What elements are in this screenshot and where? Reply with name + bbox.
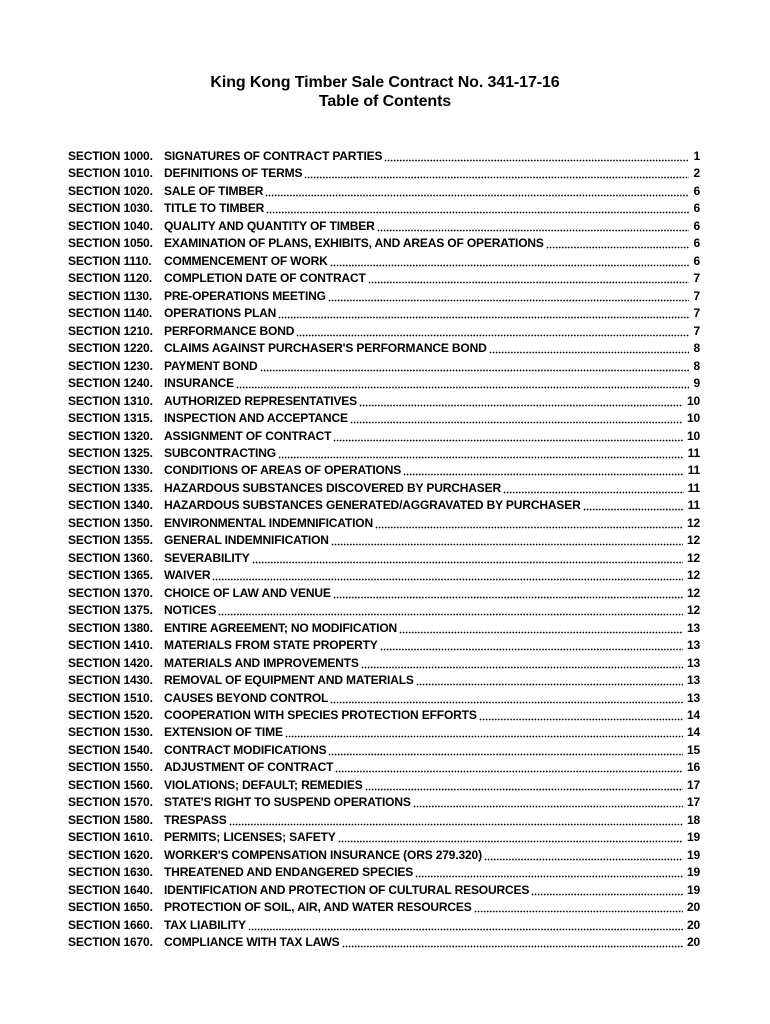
toc-section-title: OPERATIONS PLAN: [164, 306, 277, 321]
toc-page-number: 12: [686, 550, 700, 565]
toc-section-number: SECTION 1420.: [68, 655, 153, 670]
toc-leader-dots: [399, 620, 683, 637]
toc-entry: [68, 253, 700, 270]
toc-page-number: 14: [686, 725, 700, 740]
toc-page-number: 1: [693, 149, 700, 163]
toc-entry: [68, 323, 700, 340]
toc-section-number: SECTION 1325.: [68, 445, 153, 460]
toc-leader-dots: [474, 899, 683, 916]
toc-section-title: MATERIALS AND IMPROVEMENTS: [164, 655, 359, 670]
toc-page-number: 20: [686, 935, 700, 950]
toc-entry: [68, 917, 700, 934]
toc-entry: [68, 934, 700, 951]
toc-section-number: SECTION 1630.: [68, 865, 153, 880]
toc-entry: [68, 375, 700, 392]
toc-leader-dots: [338, 829, 683, 846]
toc-entry: [68, 165, 700, 182]
toc-section-title: VIOLATIONS; DEFAULT; REMEDIES: [164, 777, 363, 792]
toc-section-number: SECTION 1580.: [68, 812, 153, 827]
toc-section-number: SECTION 1510.: [68, 690, 153, 705]
toc-entry: [68, 620, 700, 637]
toc-page-number: 6: [693, 218, 700, 233]
toc-entry: [68, 200, 700, 217]
toc-section-number: SECTION 1670.: [68, 935, 153, 950]
toc-page-number: 10: [686, 393, 700, 408]
toc-page-number: 19: [686, 865, 700, 880]
toc-leader-dots: [546, 235, 690, 252]
toc-leader-dots: [296, 323, 689, 340]
toc-section-number: SECTION 1570.: [68, 795, 153, 810]
toc-entry: [68, 497, 700, 514]
toc-entry: [68, 655, 700, 672]
toc-section-title: MATERIALS FROM STATE PROPERTY: [164, 638, 378, 653]
toc-section-title: TAX LIABILITY: [164, 917, 246, 932]
toc-section-title: CAUSES BEYOND CONTROL: [164, 690, 329, 705]
toc-section-number: SECTION 1365.: [68, 568, 153, 583]
toc-page-number: 7: [693, 306, 700, 321]
toc-section-number: SECTION 1335.: [68, 480, 153, 495]
toc-entry: [68, 235, 700, 252]
toc-section-title: REMOVAL OF EQUIPMENT AND MATERIALS: [164, 673, 414, 688]
toc-entry: [68, 393, 700, 410]
toc-section-title: ENVIRONMENTAL INDEMNIFICATION: [164, 515, 373, 530]
toc-entry: [68, 882, 700, 899]
toc-entry: [68, 445, 700, 462]
toc-entry: [68, 742, 700, 759]
toc-page-number: 12: [686, 515, 700, 530]
toc-leader-dots: [266, 200, 689, 217]
toc-page-number: 12: [686, 585, 700, 600]
toc-section-number: SECTION 1130.: [68, 288, 153, 303]
toc-leader-dots: [361, 655, 683, 672]
toc-section-number: SECTION 1660.: [68, 917, 153, 932]
toc-entry: [68, 794, 700, 811]
toc-entry: [68, 637, 700, 654]
toc-section-title: PERFORMANCE BOND: [164, 323, 295, 338]
toc-leader-dots: [333, 585, 683, 602]
toc-section-title: ENTIRE AGREEMENT; NO MODIFICATION: [164, 620, 398, 635]
toc-leader-dots: [403, 462, 684, 479]
toc-entry: [68, 585, 700, 602]
toc-entry: [68, 480, 700, 497]
toc-page-number: 9: [693, 376, 700, 391]
toc-section-number: SECTION 1640.: [68, 882, 153, 897]
toc-section-number: SECTION 1410.: [68, 638, 153, 653]
toc-leader-dots: [330, 690, 683, 707]
toc-page-number: 13: [686, 690, 700, 705]
toc-page-number: 13: [686, 655, 700, 670]
toc-section-number: SECTION 1550.: [68, 760, 153, 775]
toc-page-number: 2: [693, 166, 700, 181]
toc-section-number: SECTION 1000.: [68, 149, 153, 163]
document-title: King Kong Timber Sale Contract No. 341-17-16: [210, 74, 560, 91]
toc-page-number: 6: [693, 183, 700, 198]
toc-section-title: TRESPASS: [164, 812, 227, 827]
toc-page-number: 16: [686, 760, 700, 775]
toc-page-number: 7: [693, 271, 700, 286]
toc-section-number: SECTION 1140.: [68, 306, 153, 321]
toc-section-number: SECTION 1310.: [68, 393, 153, 408]
toc-page-number: 17: [686, 795, 700, 810]
toc-entry: [68, 759, 700, 776]
toc-page-number: 8: [693, 341, 700, 356]
toc-page-number: 7: [693, 288, 700, 303]
toc-entry: [68, 148, 700, 165]
toc-entry: [68, 567, 700, 584]
toc-leader-dots: [278, 445, 684, 462]
toc-leader-dots: [331, 532, 683, 549]
toc-page-number: 17: [686, 777, 700, 792]
toc-entry: [68, 777, 700, 794]
toc-page-number: 20: [686, 917, 700, 932]
toc-page-number: 19: [686, 830, 700, 845]
toc-page-number: 10: [686, 411, 700, 426]
toc-entry: [68, 602, 700, 619]
toc-section-title: PROTECTION OF SOIL, AIR, AND WATER RESOURCES: [164, 900, 472, 915]
toc-leader-dots: [252, 550, 683, 567]
toc-section-number: SECTION 1210.: [68, 323, 153, 338]
toc-section-title: IDENTIFICATION AND PROTECTION OF CULTURAL RESOURCES: [164, 882, 530, 897]
toc-leader-dots: [368, 270, 690, 287]
toc-leader-dots: [330, 253, 690, 270]
toc-section-title: PRE-OPERATIONS MEETING: [164, 288, 326, 303]
toc-leader-dots: [304, 165, 689, 182]
toc-section-number: SECTION 1230.: [68, 358, 153, 373]
toc-section-title: WAIVER: [164, 568, 211, 583]
toc-leader-dots: [333, 428, 683, 445]
toc-leader-dots: [342, 934, 683, 951]
toc-entry: [68, 812, 700, 829]
toc-section-title: STATE'S RIGHT TO SUSPEND OPERATIONS: [164, 795, 411, 810]
toc-section-number: SECTION 1220.: [68, 341, 153, 356]
toc-page-number: 12: [686, 603, 700, 618]
toc-entry: [68, 724, 700, 741]
toc-entry: [68, 550, 700, 567]
toc-section-number: SECTION 1520.: [68, 708, 153, 722]
toc-section-number: SECTION 1610.: [68, 830, 153, 845]
toc-leader-dots: [479, 707, 683, 724]
toc-leader-dots: [229, 812, 683, 829]
toc-section-title: INSPECTION AND ACCEPTANCE: [164, 411, 348, 426]
toc-page-number: 11: [687, 498, 700, 513]
toc-section-title: CLAIMS AGAINST PURCHASER'S PERFORMANCE BOND: [164, 341, 487, 356]
toc-page-number: 11: [687, 480, 700, 495]
toc-page-number: 11: [687, 463, 700, 478]
toc-section-title: ASSIGNMENT OF CONTRACT: [164, 428, 332, 443]
toc-section-title: QUALITY AND QUANTITY OF TIMBER: [164, 218, 375, 233]
toc-section-number: SECTION 1030.: [68, 201, 153, 216]
toc-leader-dots: [416, 672, 683, 689]
toc-section-number: SECTION 1240.: [68, 376, 153, 391]
toc-section-title: HAZARDOUS SUBSTANCES DISCOVERED BY PURCHASER: [164, 480, 501, 495]
toc-section-title: CONTRACT MODIFICATIONS: [164, 742, 327, 757]
toc-leader-dots: [380, 637, 683, 654]
toc-section-number: SECTION 1010.: [68, 166, 153, 181]
toc-section-title: ADJUSTMENT OF CONTRACT: [164, 760, 334, 775]
toc-entry: [68, 899, 700, 916]
toc-leader-dots: [375, 515, 683, 532]
toc-leader-dots: [384, 148, 689, 165]
toc-section-number: SECTION 1110.: [68, 253, 152, 268]
toc-leader-dots: [212, 567, 682, 584]
toc-leader-dots: [531, 882, 683, 899]
toc-leader-dots: [285, 724, 683, 741]
toc-section-title: SEVERABILITY: [164, 550, 250, 565]
table-of-contents: [68, 148, 700, 952]
toc-section-title: CONDITIONS OF AREAS OF OPERATIONS: [164, 463, 402, 478]
toc-leader-dots: [350, 410, 683, 427]
toc-section-title: THREATENED AND ENDANGERED SPECIES: [164, 865, 414, 880]
toc-section-number: SECTION 1040.: [68, 218, 153, 233]
toc-page-number: 12: [686, 533, 700, 548]
toc-page-number: 6: [693, 201, 700, 216]
toc-leader-dots: [278, 305, 689, 322]
toc-section-title: EXTENSION OF TIME: [164, 725, 283, 740]
toc-entry: [68, 829, 700, 846]
toc-page-number: 6: [693, 253, 700, 268]
toc-entry: [68, 183, 700, 200]
toc-section-title: AUTHORIZED REPRESENTATIVES: [164, 393, 358, 408]
toc-entry: [68, 288, 700, 305]
toc-entry: [68, 270, 700, 287]
toc-page-number: 14: [686, 708, 700, 722]
toc-leader-dots: [583, 497, 684, 514]
toc-section-number: SECTION 1540.: [68, 742, 153, 757]
toc-page-number: 10: [686, 428, 700, 443]
toc-section-title: INSURANCE: [164, 376, 234, 391]
toc-leader-dots: [359, 393, 683, 410]
toc-page-number: 7: [693, 323, 700, 338]
toc-leader-dots: [415, 864, 683, 881]
document-header: [0, 73, 770, 111]
toc-section-number: SECTION 1330.: [68, 463, 153, 478]
toc-section-number: SECTION 1355.: [68, 533, 153, 548]
toc-section-title: SUBCONTRACTING: [164, 445, 276, 460]
toc-section-number: SECTION 1320.: [68, 428, 153, 443]
toc-page-number: 12: [686, 568, 700, 583]
toc-entry: [68, 672, 700, 689]
toc-entry: [68, 707, 700, 724]
toc-section-title: TITLE TO TIMBER: [164, 201, 265, 216]
toc-section-number: SECTION 1050.: [68, 236, 153, 251]
toc-entry: [68, 690, 700, 707]
toc-section-number: SECTION 1315.: [68, 411, 153, 426]
document-subtitle: Table of Contents: [318, 93, 452, 110]
toc-leader-dots: [236, 375, 689, 392]
toc-page-number: 18: [686, 812, 700, 827]
toc-section-title: NOTICES: [164, 603, 217, 618]
toc-section-number: SECTION 1020.: [68, 183, 153, 198]
toc-leader-dots: [248, 917, 683, 934]
toc-section-number: SECTION 1350.: [68, 515, 153, 530]
toc-section-title: HAZARDOUS SUBSTANCES GENERATED/AGGRAVATED BY PURCHASER: [164, 498, 581, 513]
toc-page-number: 20: [686, 900, 700, 915]
toc-leader-dots: [377, 218, 690, 235]
toc-leader-dots: [328, 288, 690, 305]
toc-page-number: 8: [693, 358, 700, 373]
toc-leader-dots: [260, 358, 690, 375]
toc-entry: [68, 515, 700, 532]
toc-section-title: GENERAL INDEMNIFICATION: [164, 533, 329, 548]
toc-section-title: PAYMENT BOND: [164, 358, 258, 373]
toc-section-title: SIGNATURES OF CONTRACT PARTIES: [164, 149, 383, 163]
toc-section-title: SALE OF TIMBER: [164, 183, 264, 198]
toc-section-number: SECTION 1620.: [68, 847, 153, 862]
toc-page-number: 15: [686, 742, 700, 757]
toc-section-number: SECTION 1560.: [68, 777, 153, 792]
toc-entry: [68, 305, 700, 322]
toc-entry: [68, 864, 700, 881]
toc-section-title: WORKER'S COMPENSATION INSURANCE (ORS 279.320): [164, 847, 482, 862]
toc-section-number: SECTION 1650.: [68, 900, 153, 915]
toc-leader-dots: [218, 602, 683, 619]
toc-leader-dots: [365, 777, 683, 794]
toc-entry: [68, 847, 700, 864]
toc-section-title: CHOICE OF LAW AND VENUE: [164, 585, 331, 600]
toc-section-title: COMMENCEMENT OF WORK: [164, 253, 328, 268]
toc-page-number: 19: [686, 847, 700, 862]
toc-leader-dots: [484, 847, 683, 864]
toc-section-number: SECTION 1360.: [68, 550, 153, 565]
toc-section-number: SECTION 1370.: [68, 585, 153, 600]
toc-entry: [68, 428, 700, 445]
toc-leader-dots: [265, 183, 689, 200]
toc-leader-dots: [413, 794, 683, 811]
toc-section-title: EXAMINATION OF PLANS, EXHIBITS, AND AREAS OF OPERATIONS: [164, 236, 544, 251]
toc-entry: [68, 358, 700, 375]
toc-section-number: SECTION 1120.: [68, 271, 153, 286]
toc-section-number: SECTION 1375.: [68, 603, 153, 618]
toc-page-number: 13: [686, 673, 700, 688]
toc-entry: [68, 218, 700, 235]
toc-leader-dots: [335, 759, 683, 776]
toc-entry: [68, 340, 700, 357]
toc-page-number: 6: [693, 236, 700, 251]
toc-page-number: 19: [686, 882, 700, 897]
toc-section-number: SECTION 1530.: [68, 725, 153, 740]
toc-leader-dots: [328, 742, 682, 759]
toc-entry: [68, 532, 700, 549]
toc-section-number: SECTION 1430.: [68, 673, 153, 688]
toc-page-number: 11: [687, 445, 700, 460]
toc-section-title: PERMITS; LICENSES; SAFETY: [164, 830, 336, 845]
toc-entry: [68, 410, 700, 427]
toc-leader-dots: [503, 480, 684, 497]
toc-page-number: 13: [686, 638, 700, 653]
toc-entry: [68, 462, 700, 479]
toc-leader-dots: [489, 340, 690, 357]
toc-section-number: SECTION 1380.: [68, 620, 153, 635]
toc-page-number: 13: [686, 620, 700, 635]
toc-section-number: SECTION 1340.: [68, 498, 153, 513]
toc-section-title: COOPERATION WITH SPECIES PROTECTION EFFORTS: [164, 708, 477, 722]
toc-section-title: COMPLETION DATE OF CONTRACT: [164, 271, 366, 286]
toc-section-title: DEFINITIONS OF TERMS: [164, 166, 303, 181]
toc-section-title: COMPLIANCE WITH TAX LAWS: [164, 935, 340, 950]
